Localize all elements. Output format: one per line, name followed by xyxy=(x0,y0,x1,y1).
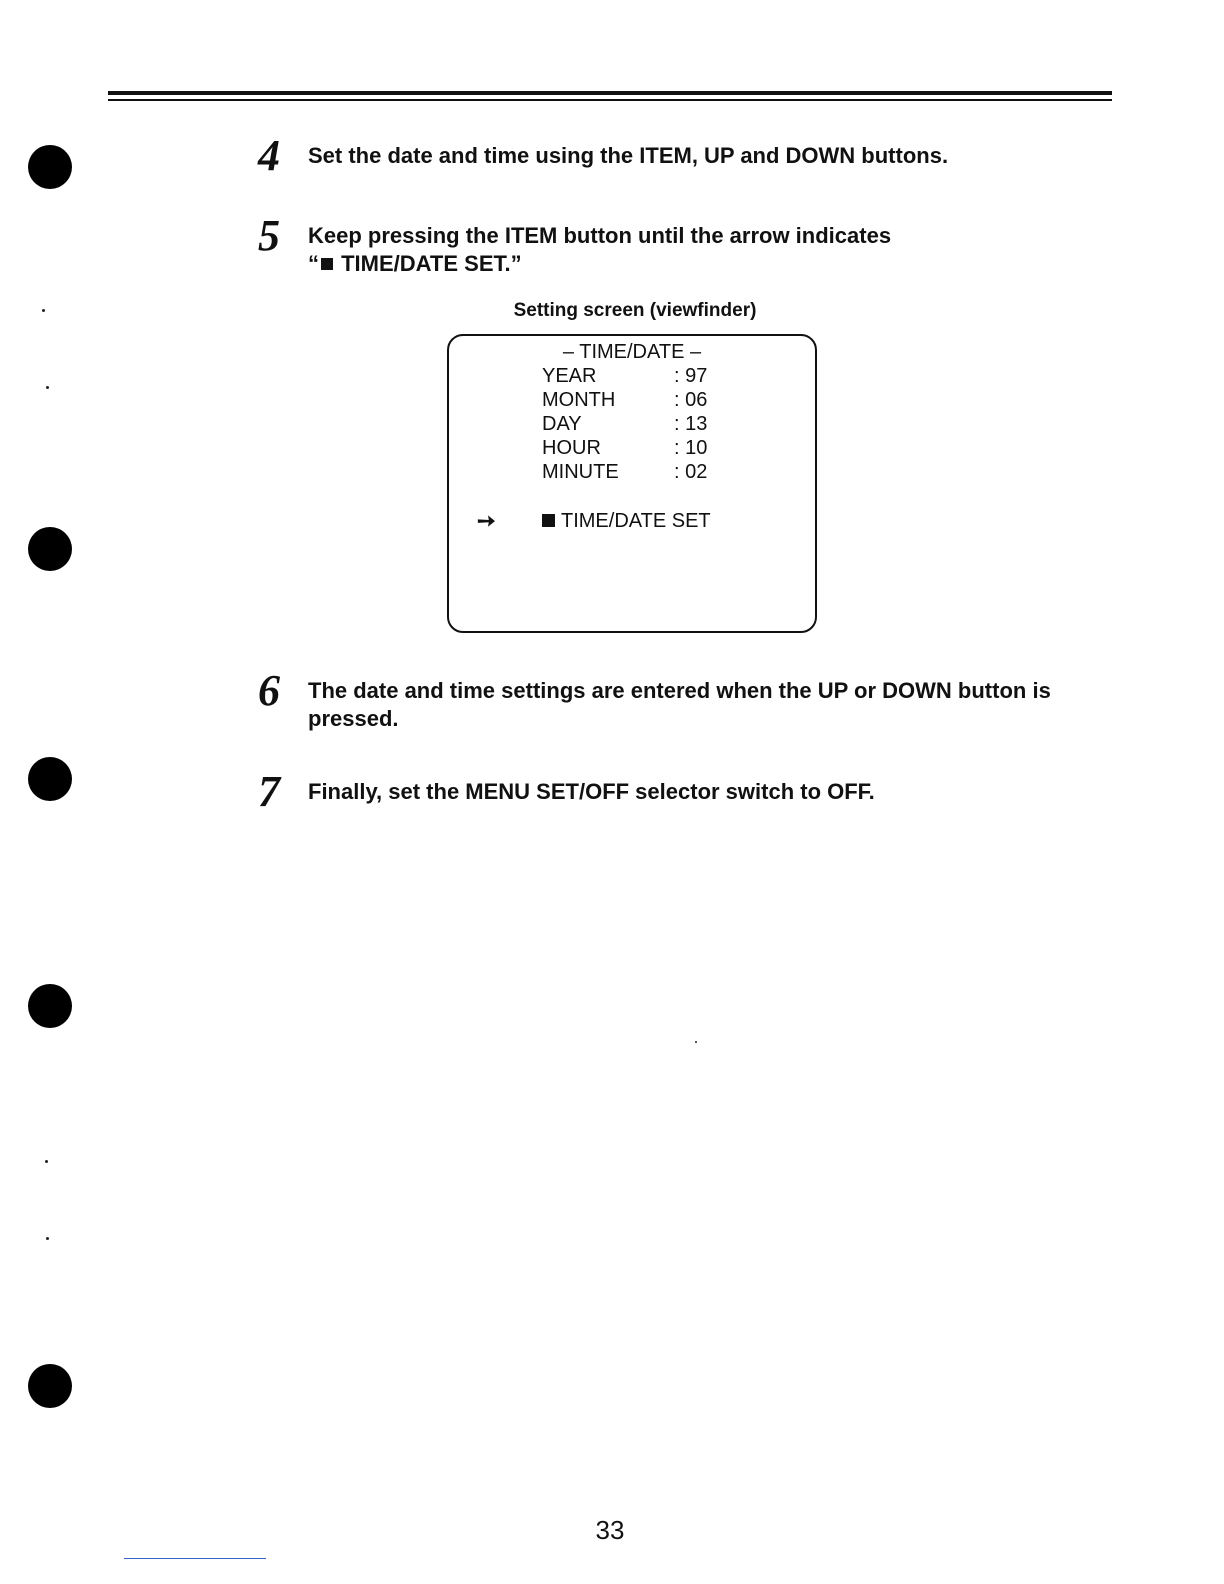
figure-caption: Setting screen (viewfinder) xyxy=(513,300,757,321)
row-value: : 06 xyxy=(674,389,708,411)
square-icon xyxy=(542,514,555,527)
binder-hole xyxy=(28,527,72,571)
menu-row-minute xyxy=(542,461,782,485)
quote-open: “ xyxy=(308,251,319,276)
row-label: MONTH xyxy=(542,389,616,411)
set-label: TIME/DATE SET xyxy=(561,510,711,532)
menu-row-day xyxy=(542,413,782,437)
binder-hole xyxy=(28,984,72,1028)
row-label: HOUR xyxy=(542,437,601,459)
step-text: Set the date and time using the ITEM, UP and DOWN buttons. xyxy=(308,143,949,168)
menu-row-hour xyxy=(542,437,782,461)
row-value: : 97 xyxy=(674,365,708,387)
binder-hole xyxy=(28,1364,72,1408)
viewfinder-title: – TIME/DATE – xyxy=(562,341,702,363)
step-text-line1: Keep pressing the ITEM button until the arrow indicates xyxy=(308,223,892,248)
scan-speck xyxy=(46,1237,49,1240)
row-label: MINUTE xyxy=(542,461,619,483)
viewfinder-screen xyxy=(447,334,817,633)
page-number: 33 xyxy=(595,1515,625,1545)
step-text-line2: TIME/DATE SET.” xyxy=(335,251,522,276)
square-icon xyxy=(321,258,333,270)
header-rule-thick xyxy=(108,91,1112,95)
arrow-icon: ➙ xyxy=(477,508,496,533)
scan-speck xyxy=(45,1160,48,1163)
step-number: 6 xyxy=(258,666,280,715)
step-text: Finally, set the MENU SET/OFF selector switch to OFF. xyxy=(308,779,875,804)
scan-speck xyxy=(42,309,45,312)
header-rule-thin xyxy=(108,99,1112,101)
binder-hole xyxy=(28,757,72,801)
row-value: : 02 xyxy=(674,461,708,483)
row-label: DAY xyxy=(542,413,582,435)
step-number: 5 xyxy=(258,211,280,260)
scan-speck xyxy=(46,386,49,389)
step-number: 4 xyxy=(258,131,280,180)
binder-hole xyxy=(28,145,72,189)
footer-line xyxy=(124,1558,266,1559)
scan-speck xyxy=(695,1041,697,1043)
row-value: : 13 xyxy=(674,413,708,435)
row-label: YEAR xyxy=(542,365,597,387)
step-number: 7 xyxy=(258,767,280,816)
step-text xyxy=(308,222,1128,278)
step-text: The date and time settings are entered when the UP or DOWN button is pressed. xyxy=(308,678,1051,731)
row-value: : 10 xyxy=(674,437,708,459)
menu-row-month xyxy=(542,389,782,413)
menu-row-year xyxy=(542,365,782,389)
menu-row-time-date-set xyxy=(542,510,711,533)
